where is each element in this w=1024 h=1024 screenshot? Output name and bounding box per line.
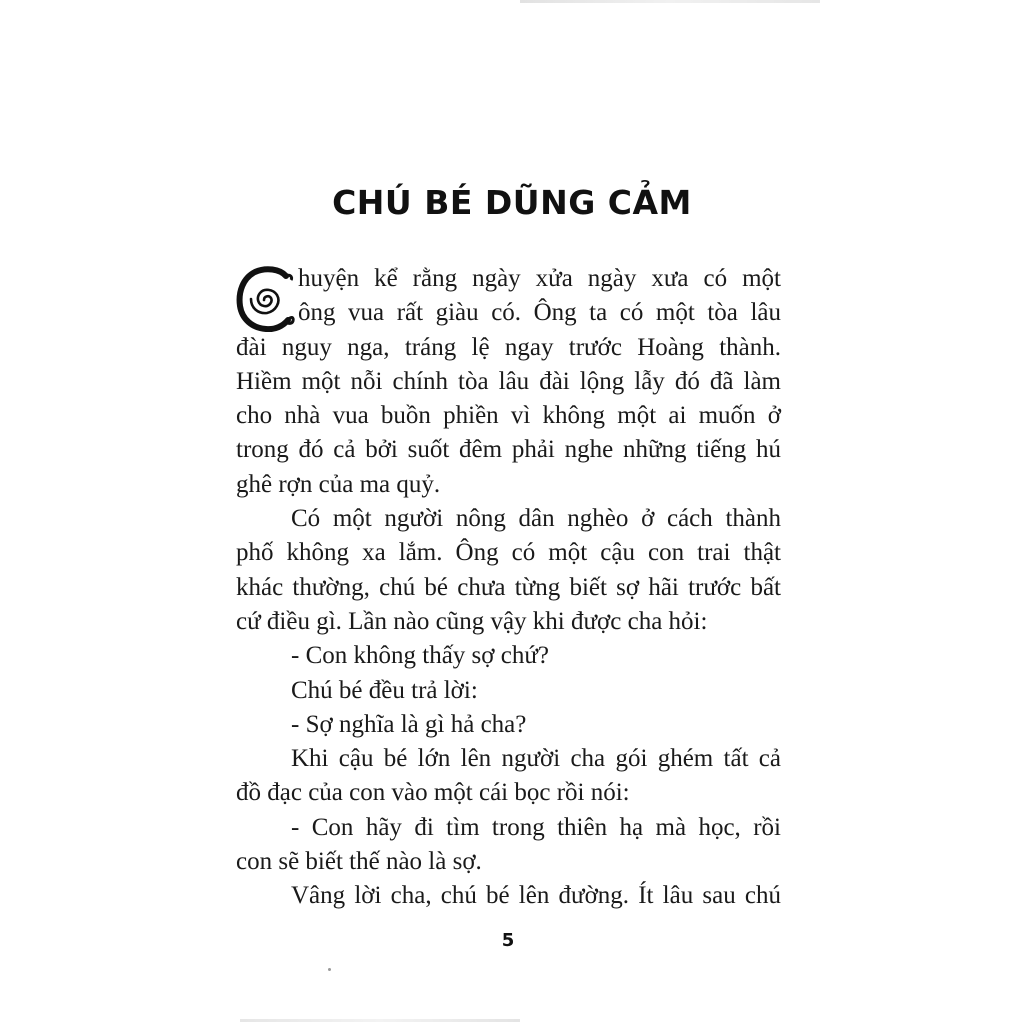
text-line: ghê rợn của ma quỷ. <box>236 470 441 498</box>
text-line: phố không xa lắm. Ông có một cậu con trai thật <box>236 539 781 567</box>
dialogue-line: - Con không thấy sợ chứ? <box>291 642 549 670</box>
dialogue-line: con sẽ biết thế nào là sợ. <box>236 848 482 876</box>
text-line: cho nhà vua buồn phiền vì không một ai muốn ở <box>236 402 781 430</box>
text-line: trong đó cả bởi suốt đêm phải nghe những tiếng hú <box>236 436 781 464</box>
text-line: đồ đạc của con vào một cái bọc rồi nói: <box>236 779 630 807</box>
ornate-spiral-c-icon <box>236 266 296 332</box>
chapter-title: CHÚ BÉ DŨNG CẢM <box>332 183 692 222</box>
text-line: Vâng lời cha, chú bé lên đường. Ít lâu sau chú <box>291 882 781 910</box>
scan-edge-mark-top <box>520 0 820 3</box>
text-line: Chú bé đều trả lời: <box>291 676 478 704</box>
text-line: Có một người nông dân nghèo ở cách thành <box>291 505 781 533</box>
dialogue-line: - Sợ nghĩa là gì hả cha? <box>291 710 527 738</box>
story-body <box>236 262 781 914</box>
text-line: Hiềm một nỗi chính tòa lâu đài lộng lẫy đó đã làm <box>236 367 781 395</box>
text-line: cứ điều gì. Lần nào cũng vậy khi được cha hỏi: <box>236 607 708 635</box>
dialogue-line: - Con hãy đi tìm trong thiên hạ mà học, rồi <box>291 813 781 841</box>
scan-dust-dot <box>328 968 331 971</box>
text-line: đài nguy nga, tráng lệ ngay trước Hoàng thành. <box>236 333 781 361</box>
text-line: ông vua rất giàu có. Ông ta có một tòa lâu <box>298 299 781 327</box>
text-line: huyện kể rằng ngày xửa ngày xưa có một <box>298 265 781 292</box>
page-number: 5 <box>501 930 515 951</box>
scan-edge-mark-bottom <box>240 1019 520 1022</box>
text-line: khác thường, chú bé chưa từng biết sợ hãi trước bất <box>236 573 781 601</box>
text-line: Khi cậu bé lớn lên người cha gói ghém tất cả <box>291 745 781 773</box>
